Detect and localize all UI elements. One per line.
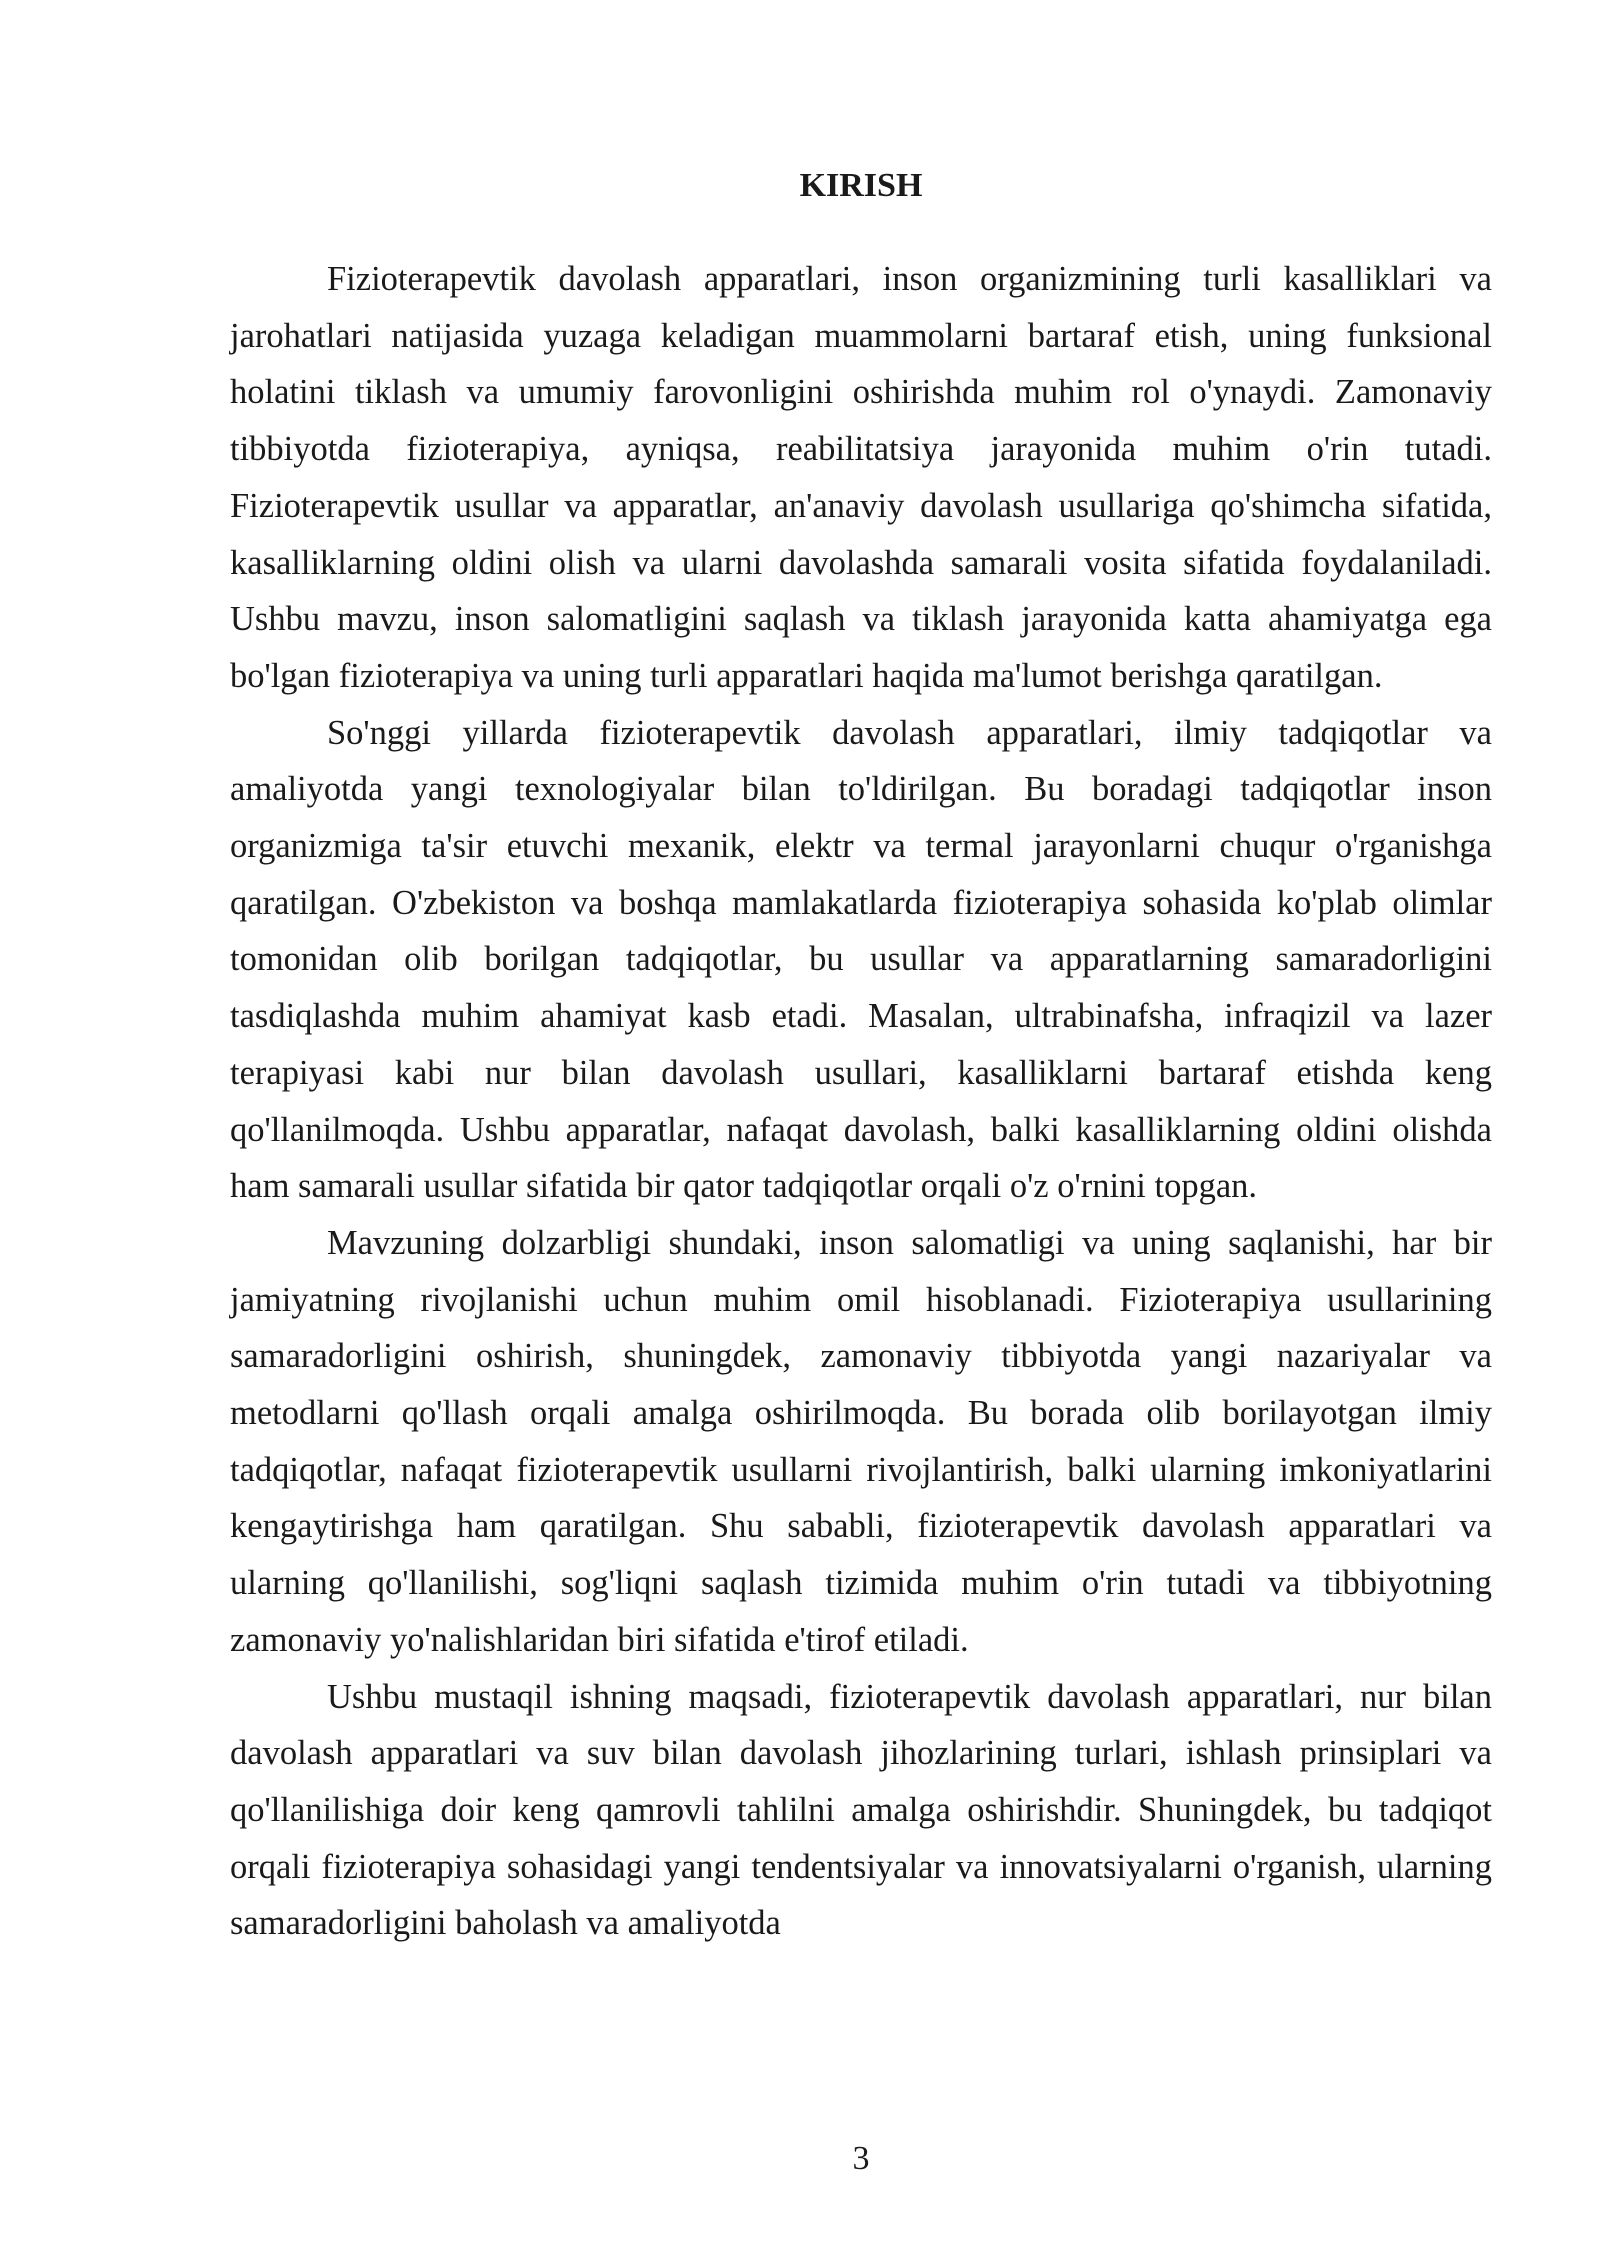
paragraph-2: So'nggi yillarda fizioterapevtik davolash apparatlari, ilmiy tadqiqotlar va amaliyotda yangi texnologiyalar bilan to'ldirilgan. Bu boradagi tadqiqotlar inson organizmiga ta'sir etuvchi mexanik, elektr va termal jarayonlarni chuqur o'rganishga qaratilgan. O'zbekiston va boshqa mamlakatlarda fizioterapiya sohasida ko'plab olimlar tomonidan olib borilgan tadqiqotlar, bu usullar va apparatlarning samaradorligini tasdiqlashda muhim ahamiyat kasb etadi. Masalan, ultrabinafsha, infraqizil va lazer terapiyasi kabi nur bilan davolash usullari, kasalliklarni bartaraf etishda keng qo'llanilmoqda. Ushbu apparatlar, nafaqat davolash, balki kasalliklarning oldini olishda ham samarali usullar sifatida bir qator tadqiqotlar orqali o'z o'rnini topgan. (230, 713, 1492, 1206)
paragraph-4: Ushbu mustaqil ishning maqsadi, fizioterapevtik davolash apparatlari, nur bilan davolash apparatlari va suv bilan davolash jihozlarining turlari, ishlash prinsiplari va qo'llanilishiga doir keng qamrovli tahlilni amalga oshirishdir. Shuningdek, bu tadqiqot orqali fizioterapiya sohasidagi yangi tendentsiyalar va innovatsiyalarni o'rganish, ularning samaradorligini baholash va amaliyotda (230, 1677, 1492, 1943)
paragraph-1: Fizioterapevtik davolash apparatlari, inson organizmining turli kasalliklari va jarohatlari natijasida yuzaga keladigan muammolarni bartaraf etish, uning funksional holatini tiklash va umumiy farovonligini oshirishda muhim rol o'ynaydi. Zamonaviy tibbiyotda fizioterapiya, ayniqsa, reabilitatsiya jarayonida muhim o'rin tutadi. Fizioterapevtik usullar va apparatlar, an'anaviy davolash usullariga qo'shimcha sifatida, kasalliklarning oldini olish va ularni davolashda samarali vosita sifatida foydalaniladi. Ushbu mavzu, inson salomatligini saqlash va tiklash jarayonida katta ahamiyatga ega bo'lgan fizioterapiya va uning turli apparatlari haqida ma'lumot berishga qaratilgan. (230, 260, 1492, 695)
paragraph-3: Mavzuning dolzarbligi shundaki, inson salomatligi va uning saqlanishi, har bir jamiyatning rivojlanishi uchun muhim omil hisoblanadi. Fizioterapiya usullarining samaradorligini oshirish, shuningdek, zamonaviy tibbiyotda yangi nazariyalar va metodlarni qo'llash orqali amalga oshirilmoqda. Bu borada olib borilayotgan ilmiy tadqiqotlar, nafaqat fizioterapevtik usullarni rivojlantirish, balki ularning imkoniyatlarini kengaytirishga ham qaratilgan. Shu sababli, fizioterapevtik davolash apparatlari va ularning qo'llanilishi, sog'liqni saqlash tizimida muhim o'rin tutadi va tibbiyotning zamonaviy yo'nalishlaridan biri sifatida e'tirof etiladi. (230, 1223, 1492, 1659)
page-number: 3 (852, 2140, 870, 2177)
page-title: KIRISH (799, 167, 923, 204)
body-text (230, 251, 1492, 1952)
